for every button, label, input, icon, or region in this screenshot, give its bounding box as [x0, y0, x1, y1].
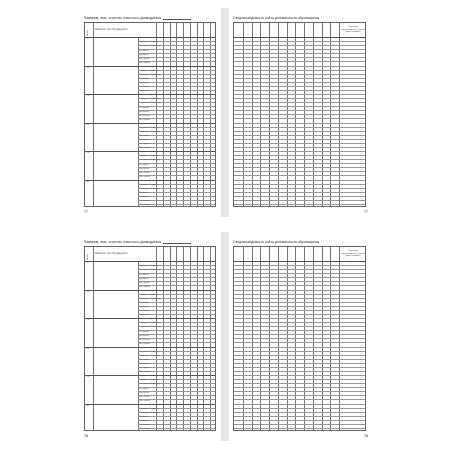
period-label: II четверть, II триместр	[139, 322, 160, 325]
period-row-divider	[138, 143, 215, 144]
period-label: Экз. оценка	[139, 171, 150, 174]
row-divider	[234, 66, 365, 67]
period-label: Год оценка	[139, 82, 149, 85]
row-divider	[234, 106, 365, 107]
row-divider	[234, 330, 365, 331]
row-divider	[234, 151, 365, 152]
row-divider	[234, 310, 365, 311]
period-label: IV четверть	[139, 49, 150, 52]
row-divider	[234, 123, 365, 124]
left-page-header	[84, 240, 191, 244]
row-divider	[234, 338, 365, 339]
period-label: II четверть, II триместр	[139, 379, 160, 382]
period-label: II четверть, II триместр	[139, 183, 160, 186]
period-row-divider	[138, 78, 215, 79]
period-row-divider	[138, 302, 215, 303]
page-left	[76, 8, 221, 217]
period-label: IV четверть	[139, 192, 150, 194]
row-divider	[234, 375, 365, 376]
row-divider	[234, 424, 365, 425]
row-divider	[234, 94, 365, 95]
row-divider	[234, 143, 365, 144]
period-label: III четверть, III триместр	[139, 326, 161, 329]
student-number: 30	[86, 404, 89, 407]
period-row-divider	[138, 167, 215, 168]
period-row-divider	[138, 114, 215, 115]
row-divider	[234, 420, 365, 421]
row-divider	[234, 192, 365, 193]
period-label: I четверть, I триместр	[139, 318, 159, 321]
row-divider	[234, 200, 365, 201]
right-page-header: Сводная ведомость учёта успеваемости обучающихся	[233, 16, 320, 20]
row-divider	[234, 167, 365, 168]
period-label: I четверть, I триместр	[139, 289, 159, 292]
row-divider	[234, 82, 365, 83]
row-divider	[234, 273, 365, 274]
period-label: I четверть, I триместр	[139, 122, 159, 125]
student-number: 20	[86, 347, 89, 350]
period-row-divider	[138, 359, 215, 360]
period-label: I четверть, I триместр	[139, 94, 159, 97]
grades-table-left	[84, 246, 216, 431]
row-divider	[234, 281, 365, 282]
period-label: Экз. оценка	[139, 86, 150, 89]
row-divider	[234, 416, 365, 417]
row-divider	[234, 61, 365, 62]
period-row-divider	[138, 192, 215, 193]
period-label: Экз. оценка	[139, 143, 150, 146]
row-divider	[234, 355, 365, 356]
period-label: Год оценка	[139, 110, 149, 113]
row-divider	[234, 363, 365, 364]
page-number: 78	[364, 434, 368, 438]
period-row-divider	[138, 424, 215, 425]
period-row-divider	[138, 363, 215, 364]
page-left	[76, 232, 221, 441]
period-label: II четверть, II триместр	[139, 293, 160, 296]
row-divider	[234, 347, 365, 348]
row-divider	[234, 45, 365, 46]
period-label: I четверть, I триместр	[139, 261, 159, 264]
period-row-divider	[138, 82, 215, 83]
row-divider	[234, 90, 365, 91]
grades-table-right	[233, 22, 366, 207]
period-row-divider	[138, 49, 215, 50]
row-divider	[234, 127, 365, 128]
header-fill-line	[163, 243, 191, 244]
period-label: III четверть, III триместр	[139, 269, 161, 272]
row-divider	[234, 367, 365, 368]
row-divider	[234, 408, 365, 409]
row-divider	[234, 371, 365, 372]
row-divider	[234, 159, 365, 160]
period-label: Экз. оценка	[139, 424, 150, 427]
period-label: Итог. оценка	[139, 204, 150, 207]
period-row-divider	[138, 387, 215, 388]
student-number: 5	[86, 38, 88, 40]
number-column-label: № п/п	[87, 254, 89, 260]
period-label: Год оценка	[139, 420, 149, 423]
header-divider	[234, 261, 365, 262]
row-divider	[234, 70, 365, 71]
row-divider	[234, 298, 365, 299]
period-label: III четверть, III триместр	[139, 130, 161, 133]
period-label: III четверть, III триместр	[139, 297, 161, 300]
period-label: I четверть, I триместр	[139, 179, 159, 182]
student-number: 25	[86, 376, 89, 378]
period-label: IV четверть	[139, 330, 150, 333]
period-row-divider	[138, 310, 215, 311]
number-column-label: № п/п	[87, 30, 89, 36]
row-divider	[234, 139, 365, 140]
period-row-divider	[138, 281, 215, 282]
row-divider	[234, 395, 365, 396]
row-divider	[234, 391, 365, 392]
period-row-divider	[138, 391, 215, 392]
row-divider	[234, 428, 365, 429]
period-row-divider	[138, 163, 215, 164]
period-label: IV четверть	[139, 359, 150, 361]
row-divider	[234, 102, 365, 103]
period-label: Экз. оценка	[139, 114, 150, 117]
period-label: Экз. оценка	[139, 57, 150, 60]
period-label: IV четверть	[139, 302, 150, 304]
period-label: Экз. оценка	[139, 200, 150, 203]
row-divider	[234, 180, 365, 181]
period-label: IV четверть	[139, 416, 150, 418]
row-divider	[234, 78, 365, 79]
row-divider	[234, 318, 365, 319]
period-row-divider	[138, 273, 215, 274]
period-label: IV четверть	[139, 78, 150, 80]
row-divider	[234, 285, 365, 286]
period-label: II четверть, II триместр	[139, 265, 160, 268]
period-label: Год оценка	[139, 139, 149, 142]
row-divider	[234, 171, 365, 172]
page-number: 78	[84, 434, 88, 438]
row-divider	[234, 412, 365, 413]
left-page-header	[84, 16, 191, 20]
period-label: Итог. оценка	[139, 399, 150, 402]
period-row-divider	[138, 200, 215, 201]
row-divider	[234, 351, 365, 352]
period-label: Итог. оценка	[139, 61, 150, 64]
period-label: Год оценка	[139, 363, 149, 366]
period-row-divider	[138, 196, 215, 197]
row-divider	[234, 98, 365, 99]
row-divider	[234, 359, 365, 360]
right-page-header: Сводная ведомость учёта успеваемости обучающихся	[233, 240, 320, 244]
period-label: Итог. оценка	[139, 118, 150, 121]
row-divider	[234, 387, 365, 388]
period-row-divider	[138, 171, 215, 172]
period-label: Итог. оценка	[139, 90, 150, 93]
period-label: Итог. оценка	[139, 342, 150, 345]
period-row-divider	[138, 338, 215, 339]
period-row-divider	[138, 53, 215, 54]
row-divider	[234, 53, 365, 54]
row-divider	[234, 204, 365, 205]
period-label: Экз. оценка	[139, 395, 150, 398]
period-label: I четверть, I триместр	[139, 346, 159, 349]
period-row-divider	[138, 306, 215, 307]
student-number: 30	[86, 180, 89, 183]
period-label: Итог. оценка	[139, 428, 150, 431]
period-label: IV четверть	[139, 106, 150, 109]
period-label: IV четверть	[139, 387, 150, 390]
row-divider	[234, 188, 365, 189]
period-label: III четверть, III триместр	[139, 354, 161, 357]
period-label: II четверть, II триместр	[139, 126, 160, 129]
row-divider	[234, 155, 365, 156]
header-divider	[234, 37, 365, 38]
row-divider	[234, 322, 365, 323]
final-note-header: Решение педагогического совета (дата и номер)	[341, 250, 365, 258]
period-label: II четверть, II триместр	[139, 98, 160, 101]
period-label: III четверть, III триместр	[139, 411, 161, 414]
row-divider	[234, 306, 365, 307]
period-label: III четверть, III триместр	[139, 45, 161, 48]
period-label: Год оценка	[139, 334, 149, 337]
spread-bottom	[76, 232, 374, 441]
period-row-divider	[138, 420, 215, 421]
row-divider	[234, 57, 365, 58]
period-row-divider	[138, 110, 215, 111]
page-number: 77	[364, 210, 368, 214]
grades-table-left	[84, 22, 216, 207]
period-row-divider	[138, 86, 215, 87]
header-text: Фамилия, имя, отчество классного руководителя	[84, 240, 162, 244]
period-label: Итог. оценка	[139, 175, 150, 178]
row-divider	[234, 294, 365, 295]
student-column-label: Фамилия, имя обучающегося	[95, 252, 128, 255]
student-number: 10	[86, 66, 89, 69]
period-label: Год оценка	[139, 391, 149, 394]
period-label: Экз. оценка	[139, 281, 150, 284]
period-label: IV четверть	[139, 163, 150, 166]
final-note-header: Решение педагогического совета (дата и номер)	[341, 26, 365, 34]
period-label: Экз. оценка	[139, 338, 150, 341]
period-label: I четверть, I триместр	[139, 37, 159, 40]
period-row-divider	[138, 395, 215, 396]
period-label: Экз. оценка	[139, 310, 150, 313]
row-divider	[234, 49, 365, 50]
page-right	[229, 232, 374, 441]
row-divider	[234, 175, 365, 176]
period-label: Экз. оценка	[139, 367, 150, 370]
row-divider	[234, 302, 365, 303]
period-row-divider	[138, 416, 215, 417]
row-divider	[234, 118, 365, 119]
period-label: Итог. оценка	[139, 371, 150, 374]
period-label: Итог. оценка	[139, 314, 150, 317]
row-divider	[234, 399, 365, 400]
period-label: I четверть, I триместр	[139, 375, 159, 378]
row-divider	[234, 147, 365, 148]
period-label: Итог. оценка	[139, 147, 150, 150]
period-row-divider	[138, 277, 215, 278]
period-row-divider	[138, 330, 215, 331]
row-divider	[234, 290, 365, 291]
student-column-label: Фамилия, имя обучающегося	[95, 28, 128, 31]
header-text: Фамилия, имя, отчество классного руководителя	[84, 16, 162, 20]
row-divider	[234, 110, 365, 111]
period-row-divider	[138, 106, 215, 107]
period-label: IV четверть	[139, 273, 150, 276]
row-divider	[234, 269, 365, 270]
row-divider	[234, 342, 365, 343]
row-divider	[234, 265, 365, 266]
page-number: 77	[84, 210, 88, 214]
row-divider	[234, 184, 365, 185]
period-label: III четверть, III триместр	[139, 102, 161, 105]
period-label: I четверть, I триместр	[139, 151, 159, 154]
period-label: Год оценка	[139, 167, 149, 170]
row-divider	[234, 41, 365, 42]
period-label: Итог. оценка	[139, 285, 150, 288]
period-label: II четверть, II триместр	[139, 155, 160, 158]
period-label: Год оценка	[139, 53, 149, 56]
row-divider	[234, 135, 365, 136]
student-number: 10	[86, 290, 89, 293]
period-row-divider	[138, 334, 215, 335]
period-label: III четверть, III триместр	[139, 383, 161, 386]
page-right	[229, 8, 374, 217]
student-number: 15	[86, 319, 89, 321]
row-divider	[234, 86, 365, 87]
row-divider	[234, 74, 365, 75]
row-divider	[234, 277, 365, 278]
period-label: Год оценка	[139, 277, 149, 280]
period-row-divider	[138, 135, 215, 136]
period-label: Год оценка	[139, 196, 149, 199]
period-row-divider	[138, 57, 215, 58]
period-row-divider	[138, 367, 215, 368]
row-divider	[234, 379, 365, 380]
row-divider	[234, 404, 365, 405]
row-divider	[234, 131, 365, 132]
period-label: II четверть, II триместр	[139, 69, 160, 72]
period-label: II четверть, II триместр	[139, 41, 160, 44]
period-row-divider	[138, 139, 215, 140]
period-label: II четверть, II триместр	[139, 407, 160, 410]
period-label: I четверть, I триместр	[139, 403, 159, 406]
row-divider	[234, 334, 365, 335]
period-label: I четверть, I триместр	[139, 65, 159, 68]
row-divider	[234, 383, 365, 384]
period-label: III четверть, III триместр	[139, 187, 161, 190]
row-divider	[234, 196, 365, 197]
spread-top	[76, 8, 374, 217]
student-number: 5	[86, 262, 88, 264]
period-label: III четверть, III триместр	[139, 159, 161, 162]
student-number: 25	[86, 152, 89, 154]
period-label: Год оценка	[139, 306, 149, 309]
header-fill-line	[163, 19, 191, 20]
period-label: III четверть, III триместр	[139, 73, 161, 76]
row-divider	[234, 314, 365, 315]
student-number: 20	[86, 123, 89, 126]
period-label: IV четверть	[139, 135, 150, 137]
student-number: 15	[86, 95, 89, 97]
row-divider	[234, 114, 365, 115]
row-divider	[234, 163, 365, 164]
grades-table-right	[233, 246, 366, 431]
period-label: II четверть, II триместр	[139, 350, 160, 353]
row-divider	[234, 326, 365, 327]
